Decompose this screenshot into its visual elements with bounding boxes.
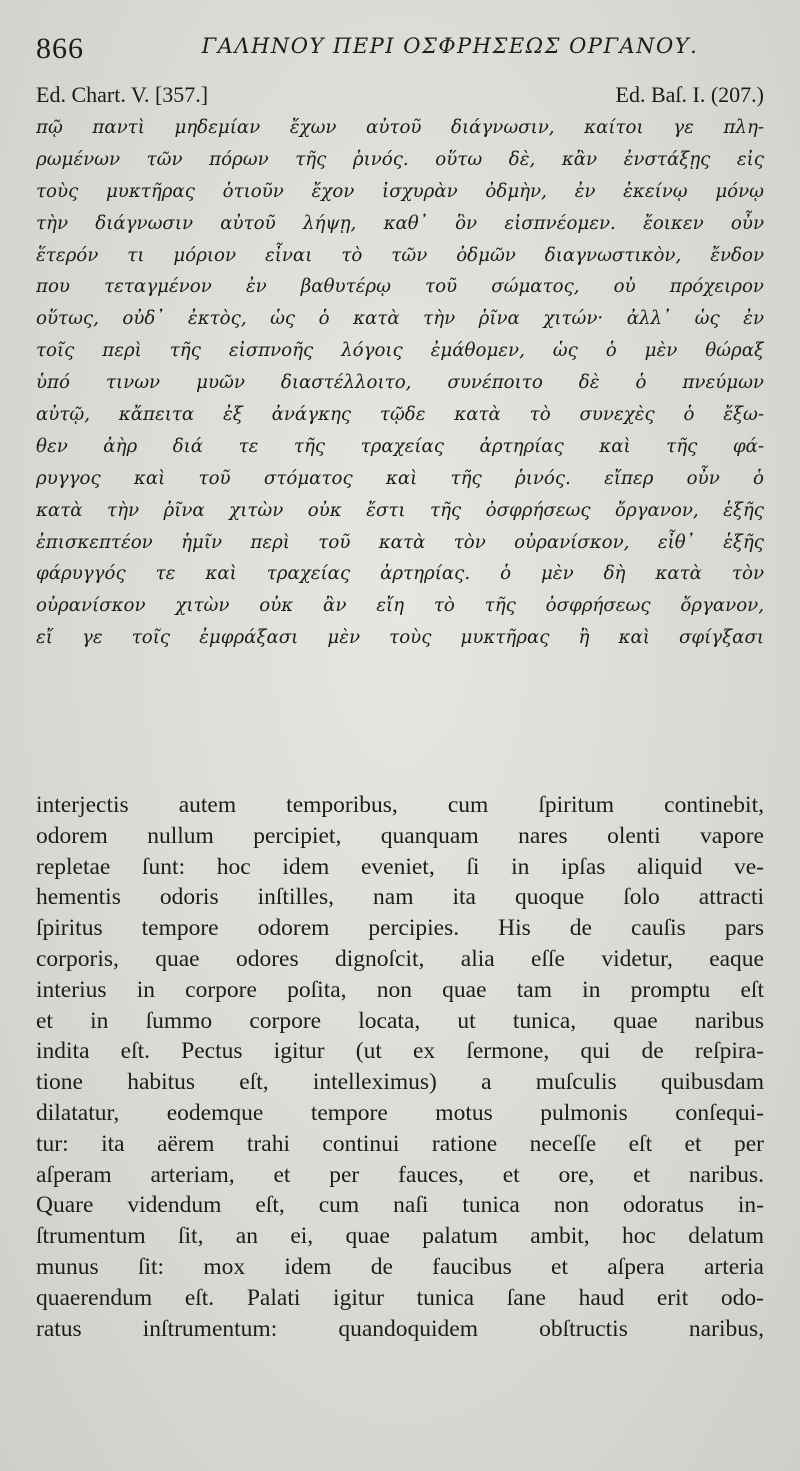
greek-line: κατὰ τὴν ῥῖνα χιτὼν οὐκ ἔστι τῆς ὀσφρήσεως ὄργανον, ἑξῆς xyxy=(36,499,764,521)
page-header xyxy=(36,28,764,68)
latin-line: dilatatur, eodemque tempore motus pulmonis conſequi- xyxy=(36,1099,764,1126)
latin-text-column xyxy=(36,790,764,1344)
latin-line: Quare videndum eſt, cum naſi tunica non odoratus in- xyxy=(36,1192,764,1219)
greek-line: τοὺς μυκτῆρας ὁτιοῦν ἔχον ἰσχυρὰν ὀδμὴν, ἐν ἐκείνῳ μόνῳ xyxy=(36,180,764,202)
latin-line: interjectis autem temporibus, cum ſpiritum continebit, xyxy=(36,792,764,818)
greek-line: που τεταγμένον ἐν βαθυτέρῳ τοῦ σώματος, οὐ πρόχειρον xyxy=(36,276,764,298)
greek-line: ὑπό τινων μυῶν διαστέλλοιτο, συνέποιτο δὲ ὁ πνεύμων xyxy=(36,372,764,394)
latin-line: ratus inſtrumentum: quandoquidem obſtructis naribus, xyxy=(36,1315,764,1342)
greek-line: ρυγγος καὶ τοῦ στόματος καὶ τῆς ῥινός. εἴπερ οὖν ὁ xyxy=(36,467,764,489)
greek-text-column xyxy=(36,112,764,654)
page-number: 866 xyxy=(36,32,84,65)
latin-line: et in ſummo corpore locata, ut tunica, quae naribus xyxy=(36,1007,764,1034)
latin-line: tione habitus eſt, intelleximus) a muſculis quibusdam xyxy=(36,1069,764,1096)
latin-line: munus ſit: mox idem de faucibus et aſpera arteria xyxy=(36,1253,764,1280)
latin-line: corporis, quae odores dignoſcit, alia eſſe videtur, eaque xyxy=(36,945,764,972)
greek-line: τὴν διάγνωσιν αὐτοῦ λήψῃ, καθ᾽ ὃν εἰσπνέομεν. ἔοικεν οὖν xyxy=(36,212,764,234)
greek-line: θεν ἀὴρ διά τε τῆς τραχείας ἀρτηρίας καὶ τῆς φά- xyxy=(36,435,764,457)
running-title: ΓΑΛΗΝΟΥ ΠΕΡΙ ΟΣΦΡΗΣΕΩΣ ΟΡΓΑΝΟΥ. xyxy=(201,34,699,58)
latin-line: aſperam arteriam, et per fauces, et ore, et naribus. xyxy=(36,1161,764,1188)
edition-chartier-reference: Ed. Chart. V. [357.] xyxy=(36,82,209,107)
greek-line: ρωμένων τῶν πόρων τῆς ῥινός. οὕτω δὲ, κἂν ἐνστάξῃς εἰς xyxy=(36,148,764,170)
greek-line: ἕτερόν τι μόριον εἶναι τὸ τῶν ὀδμῶν διαγνωστικὸν, ἔνδον xyxy=(36,244,764,266)
latin-line: ſtrumentum ſit, an ei, quae palatum ambit, hoc delatum xyxy=(36,1223,764,1250)
latin-line: odorem nullum percipiet, quanquam nares olenti vapore xyxy=(36,822,764,849)
edition-basel-reference: Ed. Baſ. I. (207.) xyxy=(615,82,764,107)
greek-line: αὐτῷ, κἄπειτα ἐξ ἀνάγκης τῷδε κατὰ τὸ συνεχὲς ὁ ἔξω- xyxy=(36,404,764,426)
edition-reference-line xyxy=(36,82,764,110)
latin-line: quaerendum eſt. Palati igitur tunica ſane haud erit odo- xyxy=(36,1284,764,1311)
greek-line: πῷ παντὶ μηδεμίαν ἔχων αὐτοῦ διάγνωσιν, καίτοι γε πλη- xyxy=(36,117,764,138)
latin-line: repletae ſunt: hoc idem eveniet, ſi in ipſas aliquid ve- xyxy=(36,853,764,880)
greek-line: φάρυγγός τε καὶ τραχείας ἀρτηρίας. ὁ μὲν δὴ κατὰ τὸν xyxy=(36,563,764,585)
latin-line: hementis odoris inſtilles, nam ita quoque ſolo attracti xyxy=(36,884,764,911)
greek-line: ἐπισκεπτέον ἡμῖν περὶ τοῦ κατὰ τὸν οὐρανίσκον, εἶθ᾽ ἑξῆς xyxy=(36,531,764,553)
latin-line: indita eſt. Pectus igitur (ut ex ſermone, qui de reſpira- xyxy=(36,1038,764,1065)
greek-line: τοῖς περὶ τῆς εἰσπνοῆς λόγοις ἐμάθομεν, ὡς ὁ μὲν θώραξ xyxy=(36,340,764,362)
greek-line: οὕτως, οὐδ᾽ ἐκτὸς, ὡς ὁ κατὰ τὴν ῥῖνα χιτών· ἀλλ᾽ ὡς ἐν xyxy=(36,308,764,330)
greek-line: εἴ γε τοῖς ἐμφράξασι μὲν τοὺς μυκτῆρας ἢ καὶ σφίγξασι xyxy=(36,627,764,649)
latin-line: interius in corpore poſita, non quae tam in promptu eſt xyxy=(36,976,764,1003)
latin-line: ſpiritus tempore odorem percipies. His de cauſis pars xyxy=(36,915,764,942)
latin-line: tur: ita aërem trahi continui ratione neceſſe eſt et per xyxy=(36,1130,764,1157)
greek-line: οὐρανίσκον χιτὼν οὐκ ἂν εἴη τὸ τῆς ὀσφρήσεως ὄργανον, xyxy=(36,595,764,617)
